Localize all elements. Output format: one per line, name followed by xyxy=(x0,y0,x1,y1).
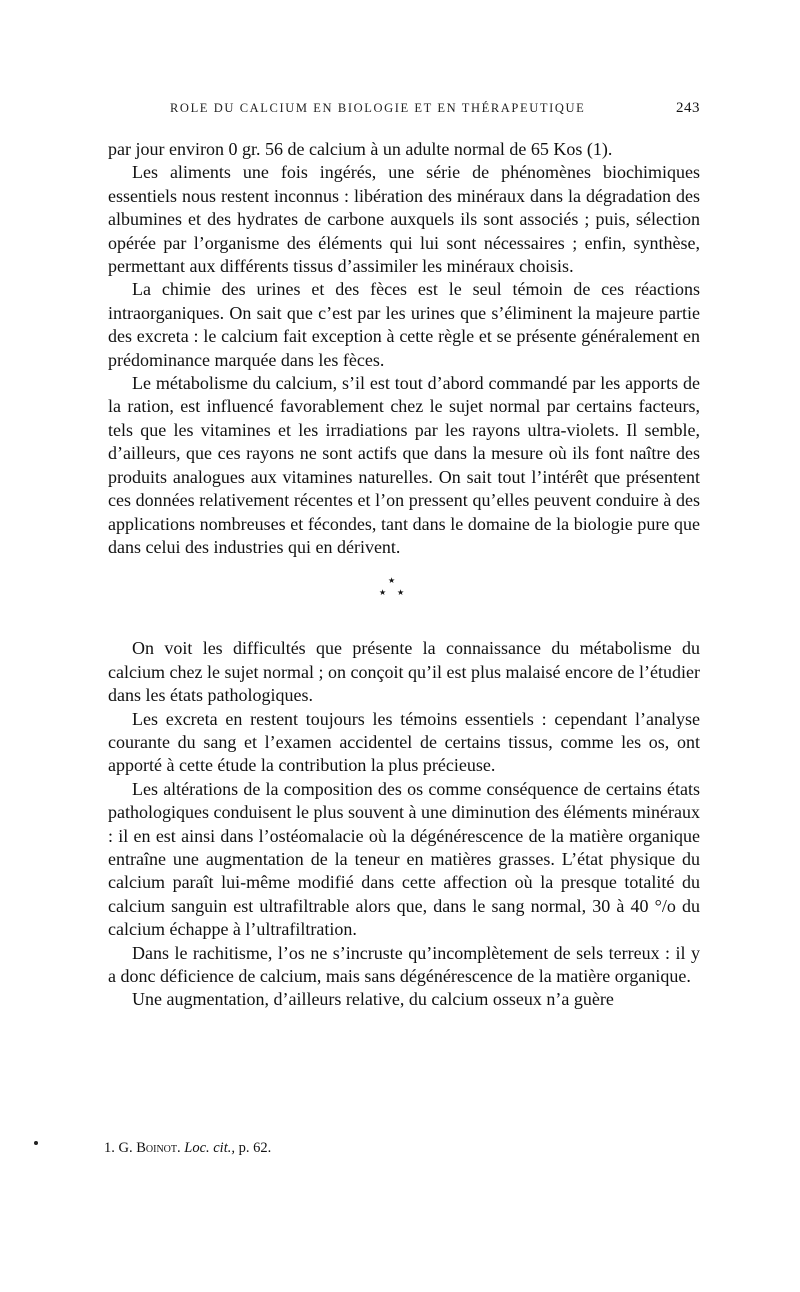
paragraph-7: Les altérations de la composition des os comme conséquence de certains états pathologiques conduisent le plus souvent à une diminution des éléments minéraux : il en est ainsi dans l’ostéomalacie où la dégénérescence de la matière organique entraîne une augmentation de la teneur en matières grasses. L’état physique du calcium paraît lui-même modifié dans cette affection où la presque totalité du calcium sanguin est ultrafiltrable alors que, dans le sang normal, 30 à 40 °/o du calcium échappe à l’ultrafiltration. xyxy=(108,778,700,940)
section-separator xyxy=(108,567,700,615)
footnote-page: p. 62. xyxy=(238,1140,272,1156)
paragraph-4: Le métabolisme du calcium, s’il est tout d’abord commandé par les apports de la ration, est influencé favorablement chez le sujet normal par certains facteurs, tels que les vitamines et les irradiations par les rayons ultra-violets. Il semble, d’ailleurs, que ces rayons ne sont actifs que dans la mesure où ils font naître des produits analogues aux vitamines naturelles. On sait tout l’intérêt que présentent ces données relativement récentes et l’on pressent qu’elles peuvent conduire à des applications nombreuses et fécondes, tant dans le domaine de la biologie pure que dans celui des industries qui en dérivent. xyxy=(108,373,700,557)
page-header xyxy=(108,101,700,125)
running-title: ROLE DU CALCIUM EN BIOLOGIE ET EN THÉRAPEUTIQUE xyxy=(170,101,586,115)
paragraph-2: Les aliments une fois ingérés, une série de phénomènes biochimiques essentiels nous restent inconnus : libération des minéraux dans la dégradation des albumines et des hydrates de carbone auxquels ils sont associés ; puis, sélection opérée par l’organisme des éléments qui lui sont nécessaires ; enfin, synthèse, permettant aux différents tissus d’assimiler les minéraux choisis. xyxy=(108,162,700,277)
asterism-star-icon: ★ xyxy=(397,588,405,598)
body-text xyxy=(108,138,700,1012)
paragraph-8: Dans le rachitisme, l’os ne s’incruste qu’incomplètement de sels terreux : il y a donc déficience de calcium, mais sans dégénérescence de la matière organique. xyxy=(108,942,700,986)
margin-dot-mark xyxy=(34,1141,38,1145)
paragraph-5: On voit les difficultés que présente la connaissance du métabolisme du calcium chez le sujet normal ; on conçoit qu’il est plus malaisé encore de l’étudier dans les états pathologiques. xyxy=(108,638,700,706)
paragraph-6: Les excreta en restent toujours les témoins essentiels : cependant l’analyse courante du sang et l’examen accidentel de certains tissus, comme les os, ont apporté à cette étude la contribution la plus précieuse. xyxy=(108,708,700,776)
paragraph-1: par jour environ 0 gr. 56 de calcium à un adulte normal de 65 Kos (1). xyxy=(108,139,613,159)
page-number: 243 xyxy=(676,100,700,116)
footnote-reference: Loc. cit., xyxy=(184,1140,235,1156)
footnote-author: G. Boinot. xyxy=(118,1140,181,1156)
asterism-star-icon: ★ xyxy=(379,588,387,598)
footnote-number: 1. xyxy=(104,1140,115,1156)
footnote xyxy=(104,1140,271,1157)
asterism-star-icon: ★ xyxy=(388,576,396,586)
paragraph-9: Une augmentation, d’ailleurs relative, du calcium osseux n’a guère xyxy=(132,989,614,1010)
paragraph-3: La chimie des urines et des fèces est le seul témoin de ces réactions intraorganiques. On sait que c’est par les urines que s’éliminent la majeure partie des excreta : le calcium fait exception à cette règle et se présente généralement en prédominance marquée dans les fèces. xyxy=(108,279,700,370)
